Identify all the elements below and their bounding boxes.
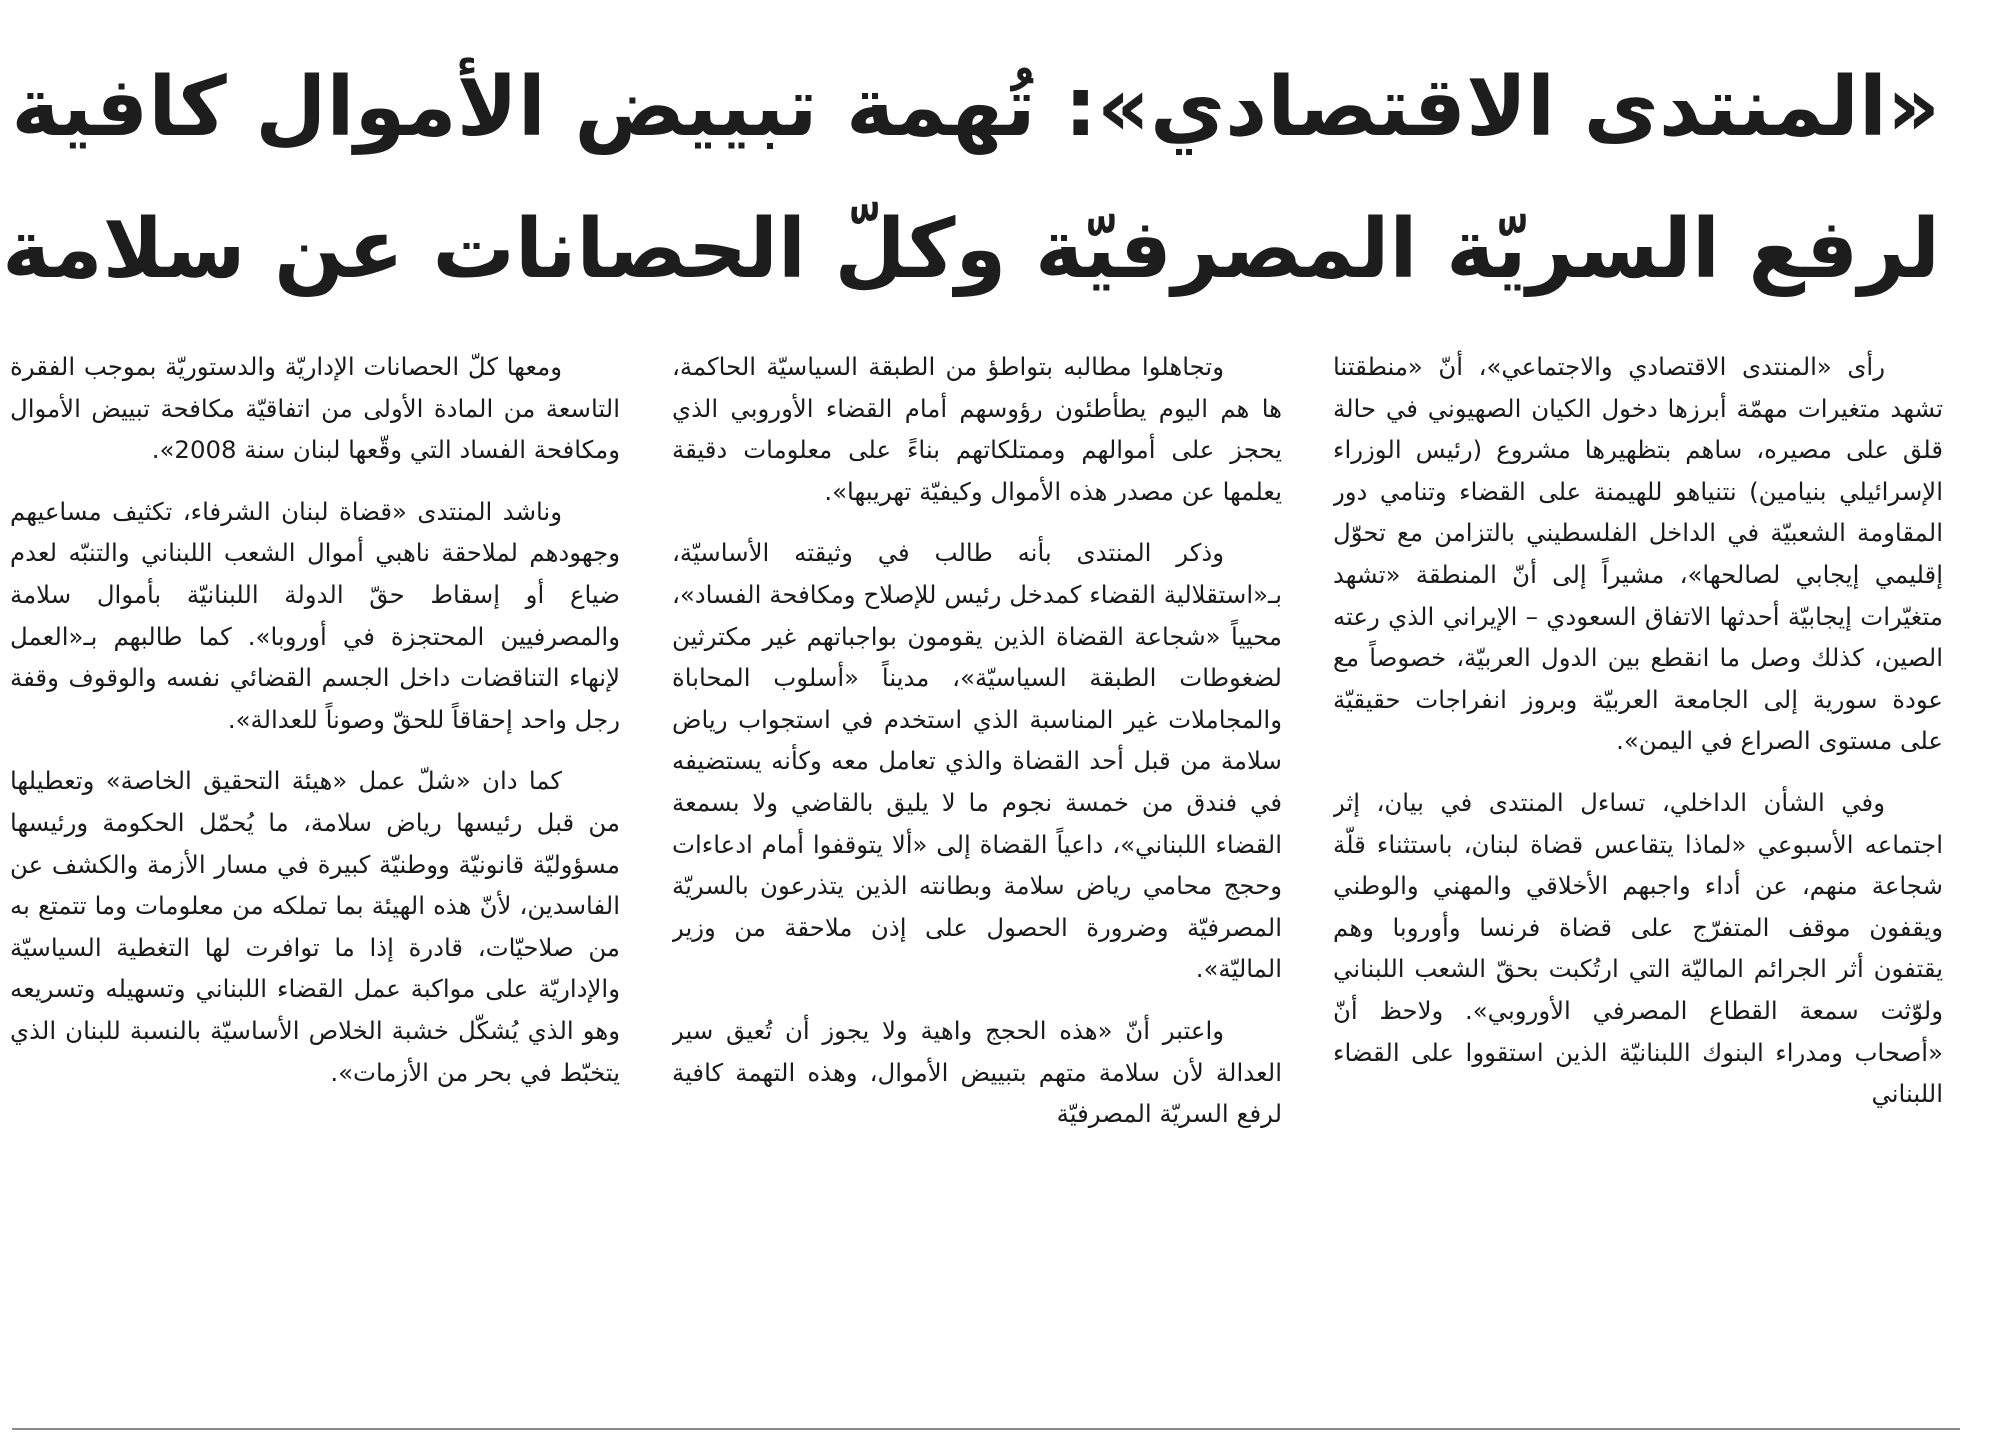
article-paragraph: واعتبر أنّ «هذه الحجج واهية ولا يجوز أن تُعيق سير العدالة لأن سلامة متهم بتبييض الأموال، وهذه التهمة كافية لرفع السريّة المصرفيّة: [672, 1015, 1282, 1129]
headline-line-1: «المنتدى الاقتصادي»: تُهمة تبييض الأموال كافية: [11, 60, 1940, 155]
article-column-3: [10, 346, 620, 1396]
article-paragraph: وذكر المنتدى بأنه طالب في وثيقته الأساسيّة، بـ«استقلالية القضاء كمدخل رئيس للإصلاح ومكافحة الفساد»، محيياً «شجاعة القضاة الذين يقومون بواجباتهم غير مكترثين لضغوطات الطبقة السياسيّة»، مديناً «أسلوب المحاباة والمجاملات غير المناسبة الذي استخدم في استجواب رياض سلامة من قبل أحد القضاة والذي تعامل معه وكأنه يستضيفه في فندق من خمسة نجوم ما لا يليق بالقاضي ولا بسمعة القضاء اللبناني»، داعياً القضاة إلى «ألا يتوقفوا أمام ادعاءات وحجج محامي رياض سلامة وبطانته الذين يتذرعون بالسريّة المصرفيّة وضرورة الحصول على إذن ملاحقة من وزير الماليّة».: [672, 538, 1282, 984]
article-paragraph: رأى «المنتدى الاقتصادي والاجتماعي»، أنّ «منطقتنا تشهد متغيرات مهمّة أبرزها دخول الكيان الصهيوني في حالة قلق على مصيره، ساهم بتظهيرها مشروع (رئيس الوزراء الإسرائيلي بنيامين) نتنياهو للهيمنة على القضاء وتنامي دور المقاومة الشعبيّة في الداخل الفلسطيني بالتزامن مع تحوّل إقليمي إيجابي لصالحها»، مشيراً إلى أنّ المنطقة «تشهد متغيّرات إيجابيّة أحدثها الاتفاق السعودي – الإيراني الذي رعته الصين، كذلك وصل ما انقطع بين الدول العربيّة، خصوصاً مع عودة سورية إلى الجامعة العربيّة وبروز انفراجات حقيقيّة على مستوى الصراع في اليمن».: [1333, 352, 1943, 756]
article-paragraph: وتجاهلوا مطالبه بتواطؤ من الطبقة السياسيّة الحاكمة، ها هم اليوم يطأطئون رؤوسهم أمام القضاء الأوروبي الذي يحجز على أموالهم وممتلكاتهم بناءً على معلومات دقيقة يعلمها عن مصدر هذه الأموال وكيفيّة تهريبها».: [672, 352, 1282, 506]
article-paragraph: وناشد المنتدى «قضاة لبنان الشرفاء، تكثيف مساعيهم وجهودهم لملاحقة ناهبي أموال الشعب اللبناني والتنبّه لعدم ضياع أو إسقاط حقّ الدولة اللبنانيّة بأموال سلامة والمصرفيين المحتجزة في أوروبا». كما طالبهم بـ«العمل لإنهاء التناقضات داخل الجسم القضائي نفسه والوقوف وقفة رجل واحد إحقاقاً للحقّ وصوناً للعدالة».: [10, 496, 620, 734]
article-paragraph: ومعها كلّ الحصانات الإداريّة والدستوريّة بموجب الفقرة التاسعة من المادة الأولى من اتفاقيّة مكافحة تبييض الأموال ومكافحة الفساد التي وقّعها لبنان سنة 2008».: [10, 352, 620, 465]
article-column-2: [672, 346, 1282, 1396]
article-column-1: [1333, 346, 1943, 1396]
article-paragraph: وفي الشأن الداخلي، تساءل المنتدى في بيان، إثر اجتماعه الأسبوعي «لماذا يتقاعس قضاة لبنان، باستثناء قلّة شجاعة منهم، عن أداء واجبهم الأخلاقي والمهني والوطني ويقفون موقف المتفرّج على قضاة فرنسا وأوروبا وهم يقتفون أثر الجرائم الماليّة التي ارتُكبت بحقّ الشعب اللبناني ولوّثت سمعة القطاع المصرفي الأوروبي». ولاحظ أنّ «أصحاب ومدراء البنوك اللبنانيّة الذين استقووا على القضاء اللبناني: [1333, 787, 1943, 1109]
bottom-divider: [12, 1428, 1960, 1430]
headline-line-2: لرفع السريّة المصرفيّة وكلّ الحصانات عن سلامة: [2, 202, 1940, 297]
article-paragraph: كما دان «شلّ عمل «هيئة التحقيق الخاصة» وتعطيلها من قبل رئيسها رياض سلامة، ما يُحمّل الحكومة ورئيسها مسؤوليّة قانونيّة ووطنيّة كبيرة في مسار الأزمة والكشف عن الفاسدين، لأنّ هذه الهيئة بما تملكه من معلومات وما تتمتع به من صلاحيّات، قادرة إذا ما توافرت لها التغطية السياسيّة والإداريّة على مواكبة عمل القضاء اللبناني وتسهيله وتسريعه وهو الذي يُشكّل خشبة الخلاص الأساسيّة بالنسبة للبنان الذي يتخبّط في بحر من الأزمات».: [10, 766, 620, 1087]
